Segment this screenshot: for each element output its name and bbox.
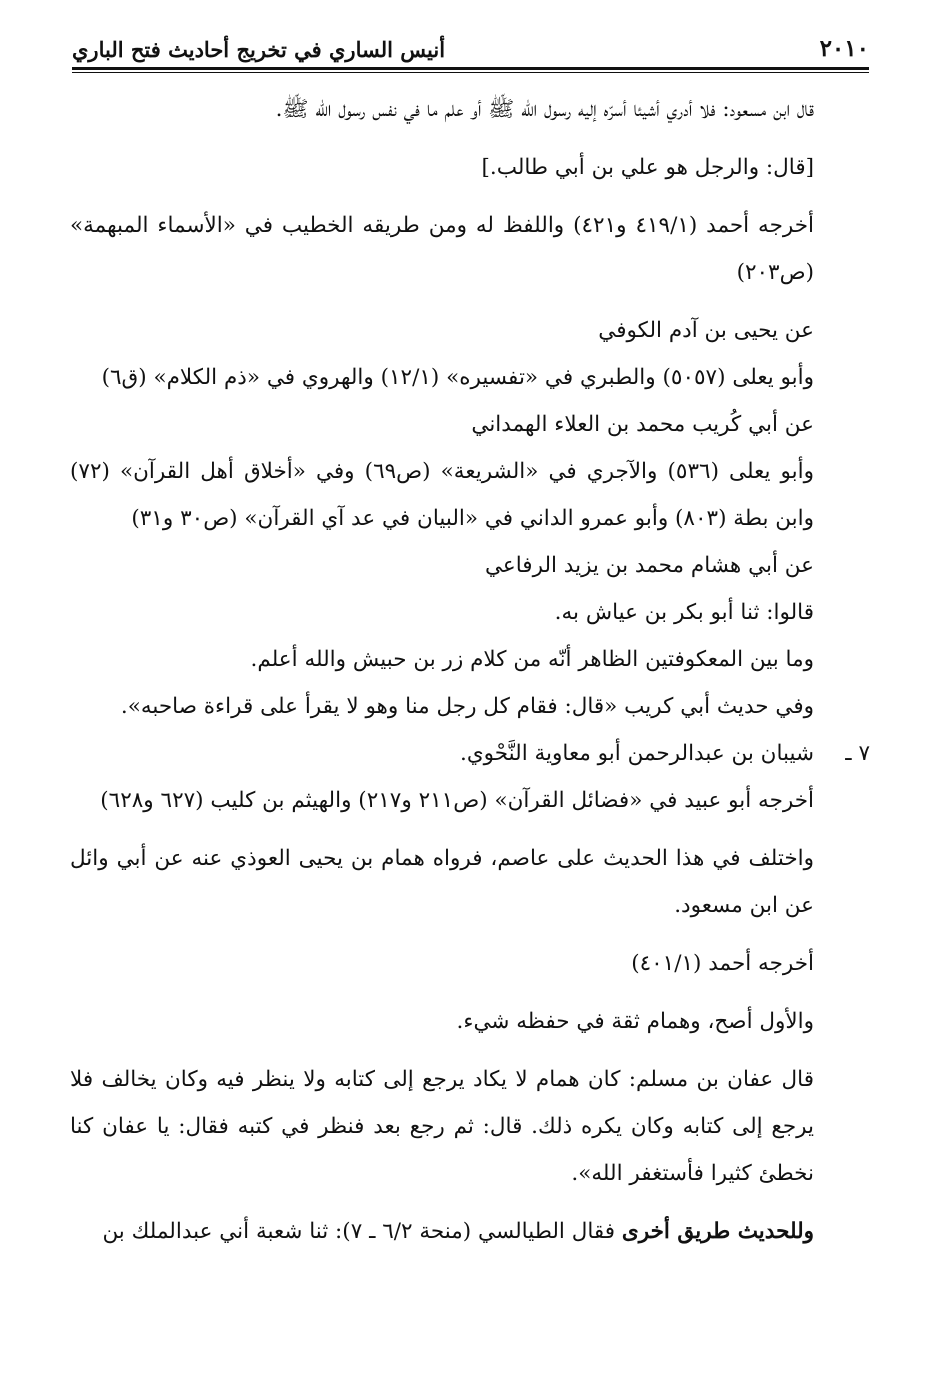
paragraph-bracket-note: [قال: والرجل هو علي بن أبي طالب.] [481,155,814,180]
running-title: أنيس الساري في تخريج أحاديث فتح الباري [72,37,446,62]
header-rule [72,67,869,70]
paragraph-yahya-ibn-adam: عن يحيى بن آدم الكوفي [598,318,814,343]
paragraph-abu-yala-ajurri: وأبو يعلى (٥٣٦) والآجري في «الشريعة» (ص٦٩) وفي «أخلاق أهل القرآن» (٧٢) وابن بطة (٨٠٣) وأبو عمرو الداني في «البيان في عد آي القرآن» (ص٣٠ و٣١) [70,459,814,531]
paragraph-awwal-asah: والأول أصح، وهمام ثقة في حفظه شيء. [456,1009,814,1034]
numbered-item-7 [70,730,870,777]
paragraph-abu-kurayb-hadith: وفي حديث أبي كريب «قال: فقام كل رجل منا وهو لا يقرأ على قراءة صاحبه». [120,694,814,719]
paragraph-ibn-masud-quote: قال ابن مسعود: فلا أدري أشيئا أسرّه إليه رسول الله ﷺ أو علم ما في نفس رسول الله ﷺ. [275,97,814,122]
paragraph-brackets-remark: وما بين المعكوفتين الظاهر أنّه من كلام زر بن حبيش والله أعلم. [250,647,814,672]
paragraph-affan: قال عفان بن مسلم: كان همام لا يكاد يرجع إلى كتابه ولا ينظر فيه وكان يخالف فلا يرجع إلى كتابه وكان يكره ذلك. قال: ثم رجع بعد فنظر في كتبه فقال: يا عفان كنا نخطئ كثيرا فأستغفر الله». [70,1067,814,1186]
page-number: ٢٠١٠ [819,35,869,62]
paragraph-ahmad-401: أخرجه أحمد (٤٠١/١) [631,951,814,976]
paragraph-abu-ubayd: أخرجه أبو عبيد في «فضائل القرآن» (ص٢١١ و٢١٧) والهيثم بن كليب (٦٢٧ و٦٢٨) [100,788,814,813]
paragraph-ikhtilaf: واختلف في هذا الحديث على عاصم، فرواه همام بن يحيى العوذي عنه عن أبي وائل عن ابن مسعود. [70,846,814,918]
header-rule-thin [72,72,869,73]
paragraph-qalu: قالوا: ثنا أبو بكر بن عياش به. [554,600,814,625]
bold-lead: وللحديث طريق أخرى [621,1219,814,1244]
item-number: ٧ ـ [845,741,870,766]
item-text: شيبان بن عبدالرحمن أبو معاوية النَّحْوي. [460,741,814,766]
paragraph-abu-yala-tabari: وأبو يعلى (٥٠٥٧) والطبري في «تفسيره» (١٢/١) والهروي في «ذم الكلام» (ق٦) [101,365,814,390]
paragraph-other-route [70,1208,870,1255]
paragraph-ahmad-citation: أخرجه أحمد (٤١٩/١ و٤٢١) واللفظ له ومن طريقه الخطيب في «الأسماء المبهمة» (ص٢٠٣) [70,213,815,285]
paragraph-abu-kurayb: عن أبي كُريب محمد بن العلاء الهمداني [471,412,814,437]
page-body [70,86,870,1255]
other-route-text: فقال الطيالسي (منحة ٦/٢ ـ ٧): ثنا شعبة أني عبدالملك بن [102,1219,622,1244]
paragraph-abu-hisham: عن أبي هشام محمد بن يزيد الرفاعي [485,553,814,578]
page-header [72,28,869,62]
